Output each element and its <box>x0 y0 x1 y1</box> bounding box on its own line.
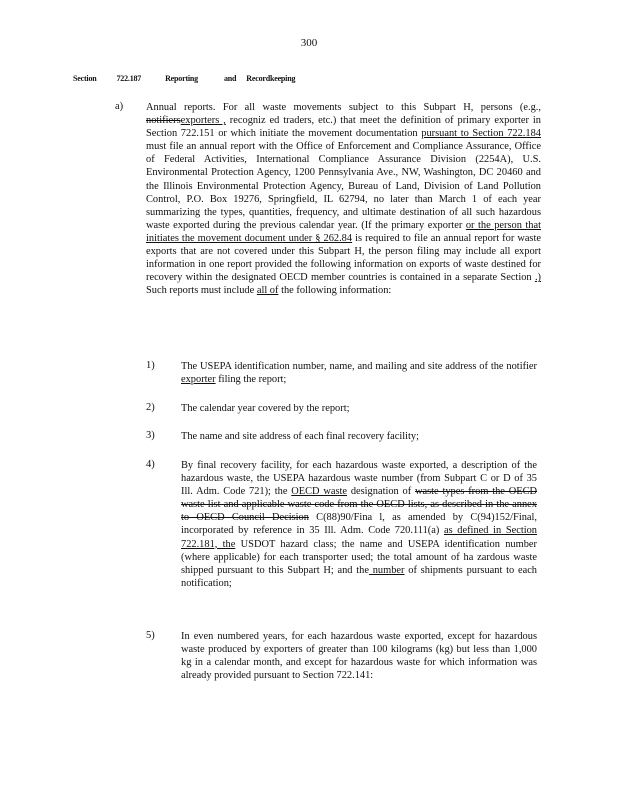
text-run: The USEPA identification number, name, and mailing and site address of the notifier <box>181 361 537 372</box>
text-run: designation of <box>347 486 415 498</box>
subsection-label: a) <box>115 101 124 112</box>
item-text <box>181 459 537 590</box>
struck-text: waste types from the OECD waste list and applicable waste code from the OECD lists, as described in the annex to OECD Council Decision <box>181 486 537 524</box>
inserted-text: number <box>368 564 405 576</box>
page-number: 300 <box>300 37 318 49</box>
inserted-text: OECD waste <box>291 486 348 498</box>
section-title-word: Recordkeeping <box>246 74 296 83</box>
text-run: Such reports must include <box>146 285 257 297</box>
text-run: filing the report; <box>215 374 287 386</box>
inserted-text: exporters , <box>180 115 226 127</box>
inserted-text: all of <box>256 285 279 297</box>
item-text: In even numbered years, for each hazardous waste exported, except for hazardous waste produced by exporters of greater than 100 kilograms (kg) but less than 1,000 kg in a calendar month, and except for hazardous waste for which information was already provided pursuant to Section 722.141: <box>181 631 537 682</box>
section-title-word: and <box>223 74 237 83</box>
item-label: 3) <box>146 430 155 441</box>
item-label: 2) <box>146 402 155 413</box>
text-run: the following information: <box>278 285 392 297</box>
subsection-a-text <box>146 101 541 297</box>
inserted-text: pursuant to Section 722.184 <box>421 128 541 140</box>
inserted-text: or the person that initiates the movement document under § 262.84 <box>146 219 541 244</box>
text-run: By final recovery facility, for each hazardous waste exported, a description of the hazardous waste, the USEPA hazardous waste number (from Subpart C or D of 35 Ill. Adm. Code 721); the <box>181 460 537 498</box>
section-title-word: Reporting <box>165 74 198 83</box>
text-run: of shipments pursuant to each notification; <box>181 564 538 589</box>
text-run: must file an annual report with the Office of Enforcement and Compliance Assurance, Office of Federal Activities, International Compliance Assurance Division (2254A), U.S. Environmental Protection Agency, 1200 Pennsylvania Ave., NW, Washington, DC 20460 and the Illinois Environmental Protection Agency, Bureau of Land, Division of Land Pollution Control, P.O. Box 19276, Springfield, IL 62794, no later than March 1 of each year summarizing the types, quantities, frequency, and ultimate destination of all such hazardous waste exported during the previous calendar year. (If the primary exporter <box>146 141 541 231</box>
text-run: is required to file an annual report for waste exports that are not covered under this Subpart H, the person filing may include all export information in one report provided the following information on exports of waste destined for recovery within the designated OECD member countries is contained in a separate Section <box>146 232 541 284</box>
struck-text: notifiers <box>146 115 181 127</box>
text-run: recogniz ed traders, etc.) that meet the definition of primary exporter in Section 722.151 or which initiate the movement documentation <box>146 115 541 140</box>
text-run: USDOT hazard class; the name and USEPA identification number (where applicable) for each transporter used; the total amount of ha zardous waste shipped pursuant to this Subpart H; and the <box>181 538 537 576</box>
text-run: Annual reports. For all waste movements subject to this Subpart H, persons (e.g., <box>146 102 541 113</box>
item-label: 1) <box>146 360 155 371</box>
item-label: 4) <box>146 459 155 470</box>
inserted-text: as defined in Section 722.181, the <box>181 525 538 550</box>
item-text: The name and site address of each final recovery facility; <box>181 431 420 442</box>
inserted-text: exporter <box>181 374 216 386</box>
section-heading <box>73 74 295 83</box>
item-label: 5) <box>146 630 155 641</box>
item-text <box>181 360 537 386</box>
text-run: C(88)90/Fina l, as amended by C(94)152/Final, incorporated by reference in 35 Ill. Adm. Code 720.111(a) <box>181 512 537 537</box>
section-number: 722.187 <box>116 74 142 83</box>
section-word: Section <box>73 74 97 83</box>
inserted-text: .) <box>534 272 541 284</box>
item-text: The calendar year covered by the report; <box>181 403 350 414</box>
